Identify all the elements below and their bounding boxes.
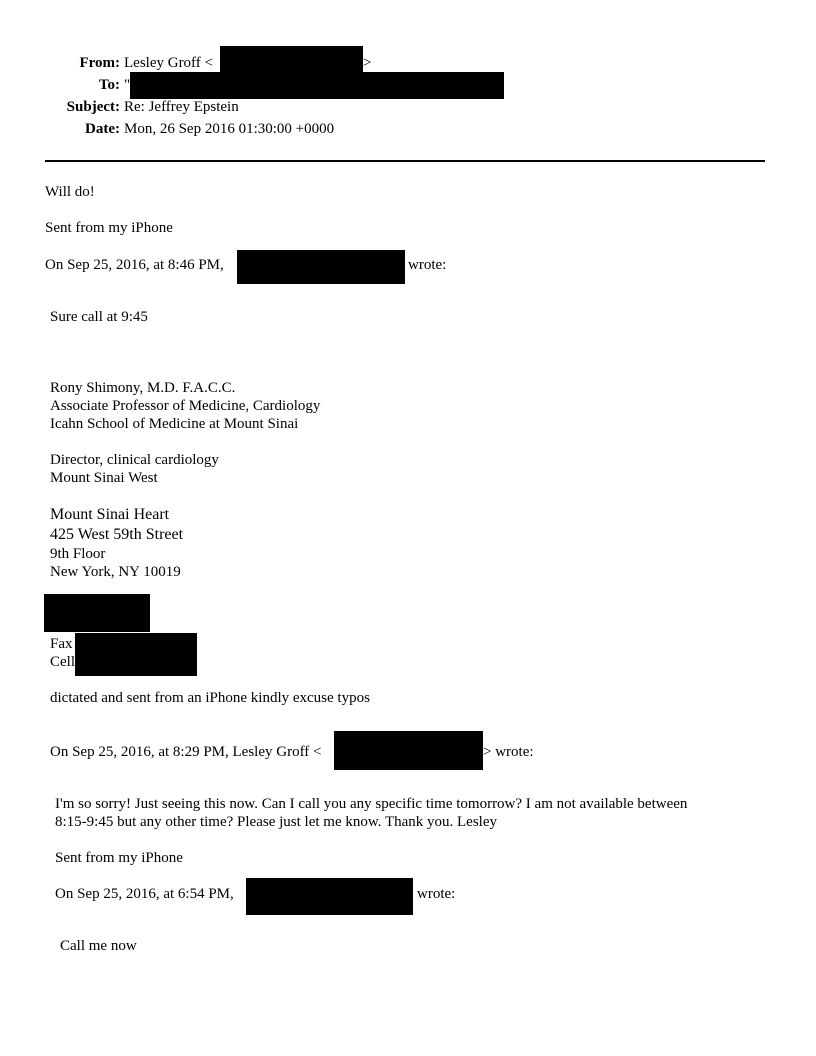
- date-label: Date:: [85, 121, 120, 137]
- sig-hospital: Mount Sinai West: [50, 470, 158, 486]
- sig-name: Rony Shimony, M.D. F.A.C.C.: [50, 380, 236, 396]
- message-text: Call me now: [60, 938, 137, 954]
- redaction-block: [220, 46, 363, 74]
- message-text: 8:15-9:45 but any other time? Please just let me know. Thank you. Lesley: [55, 814, 497, 830]
- sig-street: 425 West 59th Street: [50, 526, 184, 543]
- message-text: Sure call at 9:45: [50, 309, 148, 325]
- redaction-block: [237, 250, 405, 284]
- quote-header-suffix: wrote:: [408, 257, 447, 273]
- redaction-block: [334, 731, 483, 770]
- quote-header-suffix: wrote:: [417, 886, 456, 902]
- redaction-block: [75, 633, 197, 676]
- redaction-block: [130, 72, 504, 99]
- subject-value: Re: Jeffrey Epstein: [124, 99, 239, 115]
- to-value: ": [124, 77, 131, 93]
- sig-cell-label: Cell: [50, 654, 75, 670]
- message-text: I'm so sorry! Just seeing this now. Can I call you any specific time tomorrow? I am not available between: [55, 796, 688, 812]
- date-value: Mon, 26 Sep 2016 01:30:00 +0000: [124, 121, 335, 137]
- from-suffix: >: [363, 55, 372, 71]
- sig-floor: 9th Floor: [50, 546, 106, 562]
- sent-from-iphone: Sent from my iPhone: [55, 850, 183, 866]
- from-value: Lesley Groff <: [124, 55, 213, 71]
- sig-title: Associate Professor of Medicine, Cardiology: [50, 398, 321, 414]
- reply-text: Will do!: [45, 184, 95, 200]
- quote-header: On Sep 25, 2016, at 8:29 PM, Lesley Groff <: [50, 744, 322, 760]
- from-label: From:: [79, 55, 120, 71]
- sig-dictated: dictated and sent from an iPhone kindly excuse typos: [50, 690, 370, 706]
- sig-dept: Mount Sinai Heart: [50, 506, 170, 523]
- header-divider: [45, 160, 765, 162]
- sig-role: Director, clinical cardiology: [50, 452, 219, 468]
- redaction-block: [44, 594, 150, 632]
- sent-from-iphone: Sent from my iPhone: [45, 220, 173, 236]
- sig-fax-label: Fax: [50, 636, 73, 652]
- to-label: To:: [98, 77, 120, 93]
- quote-header: On Sep 25, 2016, at 8:46 PM,: [45, 257, 224, 273]
- redaction-block: [246, 878, 413, 915]
- quote-header: On Sep 25, 2016, at 6:54 PM,: [55, 886, 234, 902]
- subject-label: Subject:: [66, 99, 120, 115]
- sig-school: Icahn School of Medicine at Mount Sinai: [50, 416, 299, 432]
- quote-header-suffix: > wrote:: [483, 744, 534, 760]
- sig-city: New York, NY 10019: [50, 564, 181, 580]
